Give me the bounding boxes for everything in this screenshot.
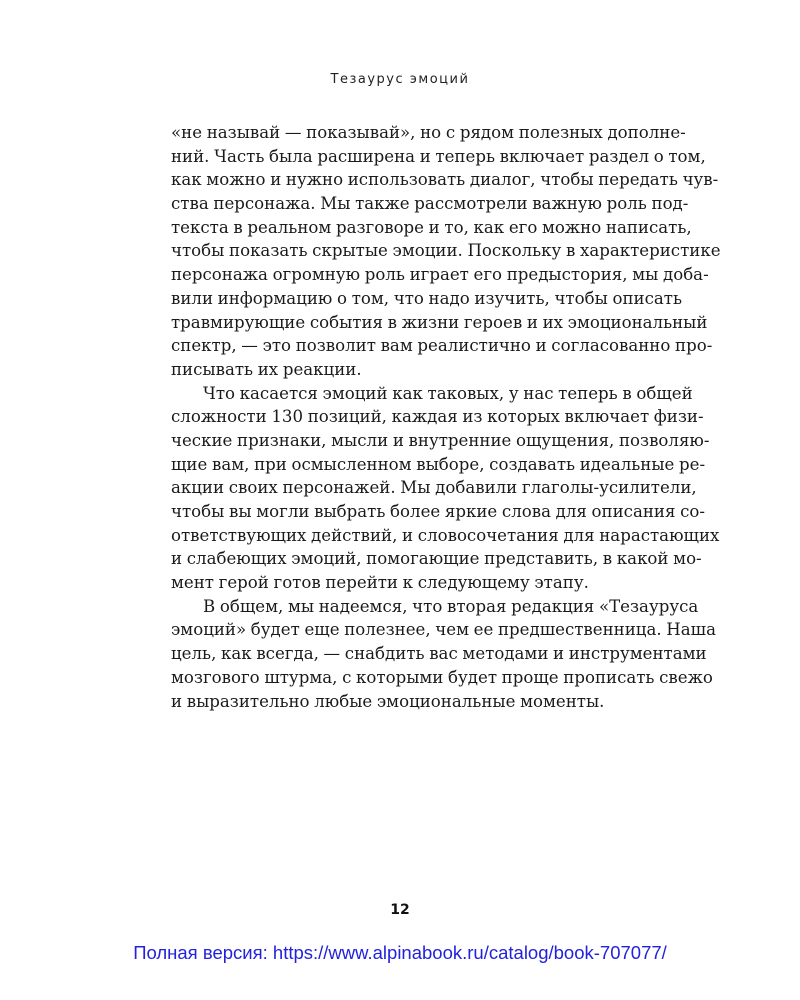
text-line: эмоций» будет еще полезнее, чем ее предшественница. Наша [171,620,716,640]
text-line: и слабеющих эмоций, помогающие представить, в какой мо- [171,549,702,569]
text-line: ний. Часть была расширена и теперь включает раздел о том, [171,146,706,166]
text-line: цель, как всегда, — снабдить вас методами и инструментами [171,644,707,664]
text-line: акции своих персонажей. Мы добавили глаголы-усилители, [171,478,697,498]
text-line: как можно и нужно использовать диалог, чтобы передать чув- [171,170,719,190]
text-line: спектр, — это позволит вам реалистично и согласованно про- [171,336,713,356]
text-line: Что касается эмоций как таковых, у нас теперь в общей [203,383,693,403]
text-line: щие вам, при осмысленном выборе, создавать идеальные ре- [171,454,706,474]
text-line: писывать их реакции. [171,359,362,379]
text-line: «не называй — показывай», но с рядом полезных дополне- [171,123,686,142]
text-line: персонажа огромную роль играет его предыстория, мы доба- [171,265,709,285]
text-line: травмирующие события в жизни героев и их эмоциональный [171,312,708,332]
page-number: 12 [390,902,410,918]
text-line: текста в реальном разговоре и то, как его можно написать, [171,217,692,237]
text-line: ческие признаки, мысли и внутренние ощущения, позволяю- [171,430,710,450]
running-head-title: Тезаурус эмоций [330,72,470,87]
text-line: вили информацию о том, что надо изучить, чтобы описать [171,288,682,308]
text-line: и выразительно любые эмоциональные моменты. [171,691,605,711]
text-line: мент герой готов перейти к следующему этапу. [171,573,589,593]
main-text [171,121,721,713]
text-line: ства персонажа. Мы также рассмотрели важную роль под- [171,194,689,214]
text-line: чтобы показать скрытые эмоции. Поскольку в характеристике [171,241,721,261]
text-line: В общем, мы надеемся, что вторая редакция «Тезауруса [203,596,699,616]
full-version-link[interactable]: Полная версия: https://www.alpinabook.ru/catalog/book-707077/ [133,942,667,963]
text-line: ответствующих действий, и словосочетания для нарастающих [171,525,720,545]
text-line: мозгового штурма, с которыми будет проще прописать свежо [171,667,713,687]
text-line: чтобы вы могли выбрать более яркие слова для описания со- [171,502,705,521]
text-line: сложности 130 позиций, каждая из которых включает физи- [171,407,704,427]
